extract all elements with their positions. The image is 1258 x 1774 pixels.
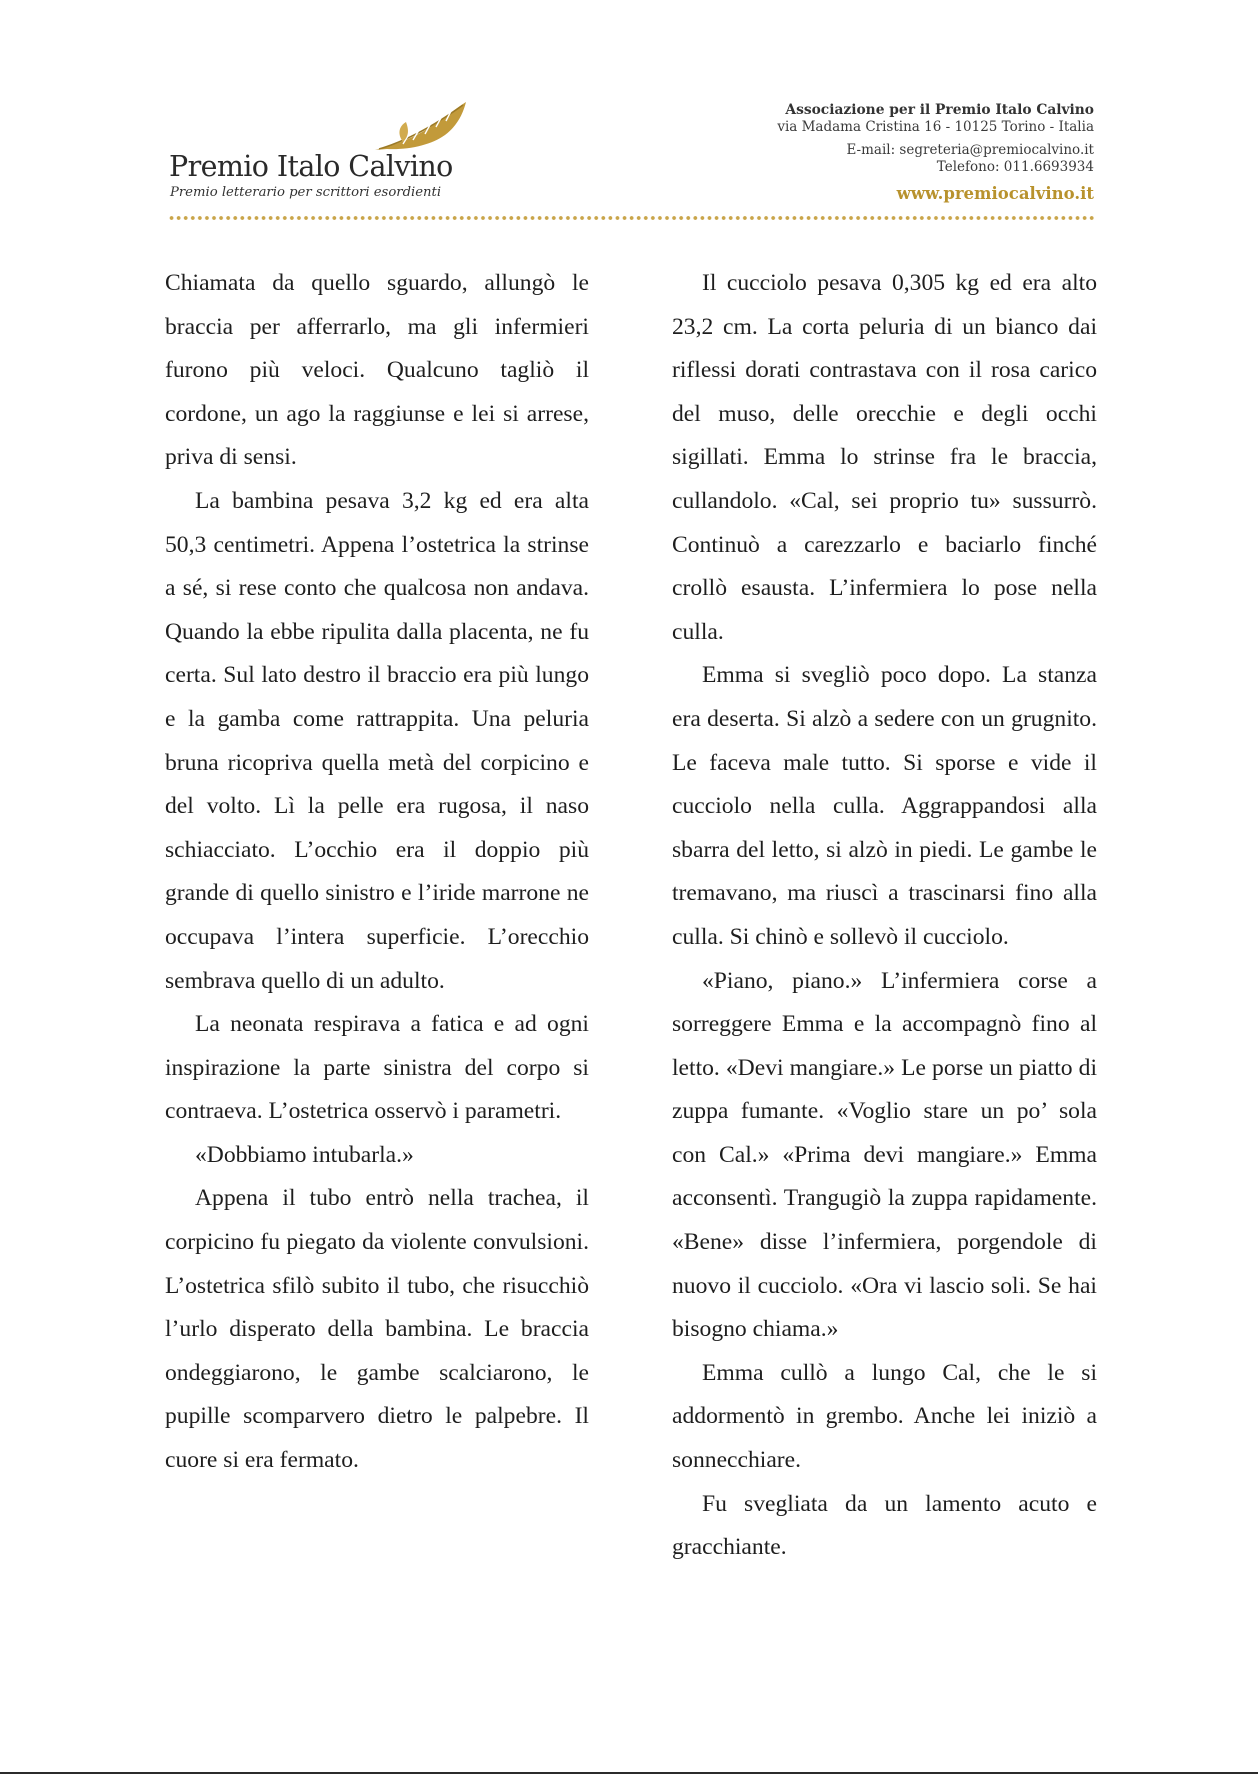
paragraph: Emma cullò a lungo Cal, che le si addormentò in grembo. Anche lei iniziò a sonnecchiare. (672, 1359, 1097, 1474)
contact-block (777, 102, 1094, 204)
paragraph: Emma si svegliò poco dopo. La stanza era deserta. Si alzò a sedere con un grugnito. Le faceva male tutto. Si sporse e vide il cucciolo nella culla. Aggrappandosi alla sbarra del letto, si alzò in piedi. Le gambe le tremavano, ma riuscì a trascinarsi fino alla culla. Si chinò e sollevò il cucciolo. (672, 662, 1097, 950)
logo (168, 100, 488, 210)
paragraph: La neonata respirava a fatica e ad ogni inspirazione la parte sinistra del corpo si contraeva. L’ostetrica osservò i parametri. (165, 1011, 589, 1125)
association-name: Associazione per il Premio Italo Calvino (785, 102, 1094, 118)
paragraph: La bambina pesava 3,2 kg ed era alta 50,3 centimetri. Appena l’ostetrica la strinse a sé, si rese conto che qualcosa non andava. Quando la ebbe ripulita dalla placenta, ne fu certa. Sul lato destro il braccio era più lungo e la gamba come rattrappita. Una peluria bruna ricopriva quella metà del corpicino e del volto. Lì la pelle era rugosa, il naso schiacciato. L’occhio era il doppio più grande di quello sinistro e l’iride marrone ne occupava l’intera superficie. L’orecchio sembrava quello di un adulto. (165, 487, 589, 994)
logo-title: Premio Italo Calvino (169, 150, 453, 183)
paragraph: Il cucciolo pesava 0,305 kg ed era alto 23,2 cm. La corta peluria di un bianco dai riflessi dorati contrastava con il rosa carico del muso, delle orecchie e degli occhi sigillati. Emma lo strinse fra le braccia, cullandolo. «Cal, sei proprio tu» sussurrò. Continuò a carezzarlo e baciarlo finché crollò esausta. L’infermiera lo pose nella culla. (672, 270, 1097, 645)
paragraph: Fu svegliata da un lamento acuto e gracchiante. (672, 1490, 1097, 1561)
letterhead (168, 100, 1094, 220)
paragraph: «Dobbiamo intubarla.» (195, 1141, 414, 1168)
paragraph: Appena il tubo entrò nella trachea, il corpicino fu piegato da violente convulsioni. L’ostetrica sfilò subito il tubo, che risucchiò l’urlo disperato della bambina. Le braccia ondeggiarono, le gambe scalciarono, le pupille scomparvero dietro le palpebre. Il cuore si era fermato. (165, 1185, 589, 1474)
address: via Madama Cristina 16 - 10125 Torino - Italia (777, 119, 1094, 135)
feather-icon (373, 100, 469, 152)
website-link[interactable]: www.premiocalvino.it (896, 184, 1094, 203)
right-text-column (672, 262, 1097, 1570)
paragraph: Chiamata da quello sguardo, allungò le braccia per afferrarlo, ma gli infermieri furono più veloci. Qualcuno tagliò il cordone, un ago la raggiunse e lei si arrese, priva di sensi. (165, 270, 589, 471)
paragraph: «Piano, piano.» L’infermiera corse a sorreggere Emma e la accompagnò fino al letto. «Devi mangiare.» Le porse un piatto di zuppa fumante. «Voglio stare un po’ sola con Cal.» «Prima devi mangiare.» Emma acconsentì. Trangugiò la zuppa rapidamente. «Bene» disse l’infermiera, porgendole di nuovo il cucciolo. «Ora vi lascio soli. Se hai bisogno chiama.» (672, 967, 1097, 1343)
left-text-column (165, 262, 589, 1483)
phone: Telefono: 011.6693934 (936, 159, 1094, 175)
email: E-mail: segreteria@premiocalvino.it (846, 142, 1094, 158)
dotted-divider (168, 214, 1094, 222)
logo-subtitle: Premio letterario per scrittori esordienti (170, 185, 442, 200)
